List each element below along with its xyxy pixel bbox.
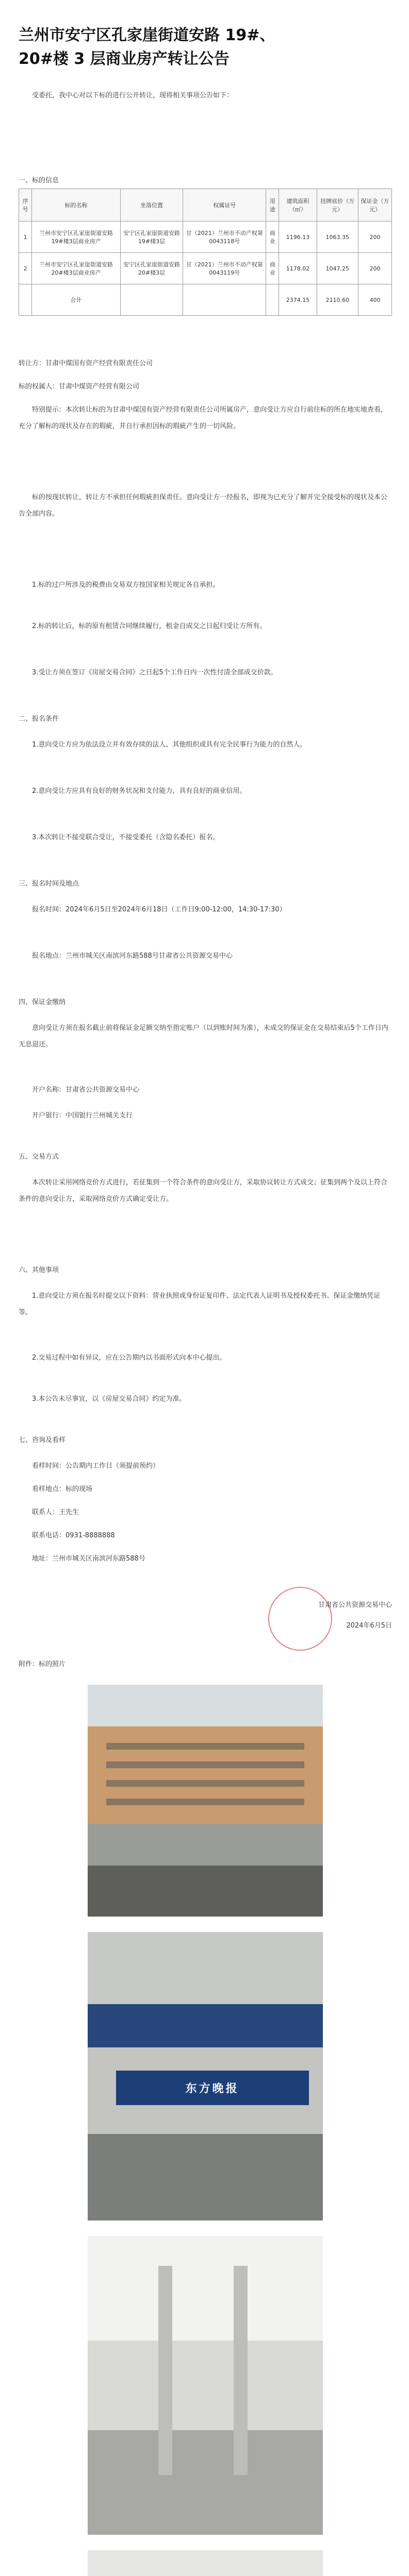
section-heading: 四、保证金缴纳 bbox=[19, 998, 66, 1006]
window-row bbox=[106, 1761, 304, 1769]
page-title: 兰州市安宁区孔家崖街道安路 19#、20#楼 3 层商业房产转让公告 bbox=[19, 26, 275, 68]
paragraph: 地址：兰州市城关区南滨河东路588号 bbox=[32, 1555, 145, 1563]
table-cell: 1047.25 bbox=[317, 253, 358, 284]
table-header: 用途 bbox=[266, 189, 279, 222]
paragraph: 意向受让方须在报名截止前将保证金足额交纳至指定账户（以到账时间为准），未成交的保证金在交易结束后5个工作日内无息退还。 bbox=[19, 1024, 388, 1048]
paragraph: 报名时间：2024年6月5日至2024年6月18日（工作日9:00-12:00，14:30-17:30） bbox=[32, 906, 286, 913]
paragraph: 2.意向受让方应具有良好的财务状况和支付能力，具有良好的商业信用。 bbox=[32, 787, 247, 795]
table-cell: 安宁区孔家崖街道安路19#楼3层 bbox=[120, 222, 183, 253]
interior-column bbox=[158, 2266, 172, 2475]
paragraph: 看样时间：公告期内工作日（须提前预约） bbox=[32, 1462, 160, 1470]
table-header: 挂牌底价（万元） bbox=[317, 189, 358, 222]
window-row bbox=[106, 1780, 304, 1787]
table-cell: 兰州市安宁区孔家崖街道安路20#楼3层商业房产 bbox=[32, 253, 121, 284]
paragraph: 联系电话：0931-8888888 bbox=[32, 1532, 115, 1539]
paragraph: 3.本公告未尽事宜，以《房屋交易合同》约定为准。 bbox=[32, 1395, 186, 1403]
table-header: 序号 bbox=[19, 189, 32, 222]
paragraph: 2.标的转让后，标的原有租赁合同继续履行，租金自成交之日起归受让方所有。 bbox=[32, 622, 267, 630]
paragraph: 2.交易过程中如有异议，应在公告期内以书面形式向本中心提出。 bbox=[32, 1354, 226, 1362]
paragraph: 转让方：甘肃中煤国有资产经营有限责任公司 bbox=[19, 360, 153, 367]
paragraph: 开户名称：甘肃省公共资源交易中心 bbox=[32, 1086, 140, 1094]
paragraph: 3.本次转让不接受联合受让，不接受委托（含隐名委托）报名。 bbox=[32, 834, 220, 841]
table-header-row bbox=[19, 189, 392, 222]
paragraph: 标的按现状转让，转让方不承担任何瑕疵担保责任。意向受让方一经报名，即视为已充分了解并完全接受标的现状及本公告全部内容。 bbox=[19, 494, 388, 518]
paragraph: 标的权属人：甘肃中煤资产经营有限公司 bbox=[19, 383, 140, 391]
paragraph: 开户银行：中国银行兰州城关支行 bbox=[32, 1112, 133, 1120]
section-heading: 七、咨询及看样 bbox=[19, 1436, 66, 1444]
table-cell: 200 bbox=[358, 222, 391, 253]
table-cell: 1063.35 bbox=[317, 222, 358, 253]
shopfront-photo bbox=[88, 1932, 323, 2221]
window-row bbox=[106, 1799, 304, 1806]
table-cell: 1178.02 bbox=[279, 253, 317, 284]
table-cell: 商业 bbox=[266, 253, 279, 284]
table-header: 建筑面积（㎡） bbox=[279, 189, 317, 222]
interior-photo bbox=[88, 2236, 323, 2535]
window-row bbox=[106, 1743, 304, 1750]
signature-date: 2024年6月5日 bbox=[346, 1622, 392, 1630]
photos-heading: 附件：标的照片 bbox=[19, 1660, 66, 1668]
signature-org: 甘肃省公共资源交易中心 bbox=[318, 1601, 392, 1609]
asset-table bbox=[19, 189, 392, 316]
table-cell: 2374.15 bbox=[279, 284, 317, 316]
table-cell: 商业 bbox=[266, 222, 279, 253]
paragraph: 1.意向受让方须在报名时提交以下资料：营业执照或身份证复印件、法定代表人证明书及授权委托书、保证金缴纳凭证等。 bbox=[19, 1292, 381, 1316]
table-cell: 400 bbox=[358, 284, 391, 316]
table-cell: 2 bbox=[19, 253, 32, 284]
table-header: 坐落位置 bbox=[120, 189, 183, 222]
table-cell bbox=[266, 284, 279, 316]
paragraph: 本次转让采用网络竞价方式进行，若征集到一个符合条件的意向受让方，采取协议转让方式成交；征集到两个及以上符合条件的意向受让方，采取网络竞价方式确定受让方。 bbox=[19, 1179, 388, 1203]
table-header: 权属证号 bbox=[183, 189, 266, 222]
table-cell: 甘（2021）兰州市不动产权第0043118号 bbox=[183, 222, 266, 253]
table-row bbox=[19, 253, 392, 284]
table-cell bbox=[183, 284, 266, 316]
paragraph: 1.意向受让方应为依法设立并有效存续的法人、其他组织或具有完全民事行为能力的自然人。 bbox=[32, 741, 307, 749]
table-cell: 200 bbox=[358, 253, 391, 284]
table-header: 标的名称 bbox=[32, 189, 121, 222]
table-row bbox=[19, 284, 392, 316]
shop-sign: 东方晚报 bbox=[116, 2071, 309, 2105]
paragraph: 看样地点：标的现场 bbox=[32, 1485, 93, 1493]
paragraph: 联系人：王先生 bbox=[32, 1509, 79, 1516]
section-heading: 二、报名条件 bbox=[19, 715, 59, 723]
opening-paragraph: 受委托，我中心对以下标的进行公开转让，现将相关事项公告如下： bbox=[32, 92, 234, 99]
paragraph: 3.受让方须在签订《房屋交易合同》之日起5个工作日内一次性付清全部成交价款。 bbox=[32, 669, 277, 676]
table-cell: 2110.60 bbox=[317, 284, 358, 316]
table-cell: 1 bbox=[19, 222, 32, 253]
building-photo bbox=[88, 1685, 323, 1917]
section-heading: 一、标的信息 bbox=[19, 177, 59, 184]
section-heading: 六、其他事项 bbox=[19, 1266, 59, 1274]
table-cell bbox=[19, 284, 32, 316]
paragraph: 特别提示：本次转让标的为甘肃中煤国有资产经营有限责任公司所属房产，意向受让方应自行前往标的所在地实地查看，充分了解标的现状及存在的瑕疵，并自行承担因标的瑕疵产生的一切风险。 bbox=[19, 406, 388, 430]
section-heading: 三、报名时间及地点 bbox=[19, 880, 79, 888]
paragraph: 报名地点：兰州市城关区南滨河东路588号甘肃省公共资源交易中心 bbox=[32, 952, 233, 960]
table-cell: 安宁区孔家崖街道安路20#楼3层 bbox=[120, 253, 183, 284]
interior-photo bbox=[88, 2550, 323, 2576]
table-cell: 兰州市安宁区孔家崖街道安路19#楼3层商业房产 bbox=[32, 222, 121, 253]
table-cell: 甘（2021）兰州市不动产权第0043119号 bbox=[183, 253, 266, 284]
paragraph: 1.标的过户所涉及的税费由交易双方按国家相关规定各自承担。 bbox=[32, 581, 220, 589]
table-cell: 1196.13 bbox=[279, 222, 317, 253]
interior-column bbox=[234, 2266, 248, 2475]
table-cell bbox=[120, 284, 183, 316]
table-header: 保证金（万元） bbox=[358, 189, 391, 222]
section-heading: 五、交易方式 bbox=[19, 1153, 59, 1161]
table-cell: 合计 bbox=[32, 284, 121, 316]
table-row bbox=[19, 222, 392, 253]
